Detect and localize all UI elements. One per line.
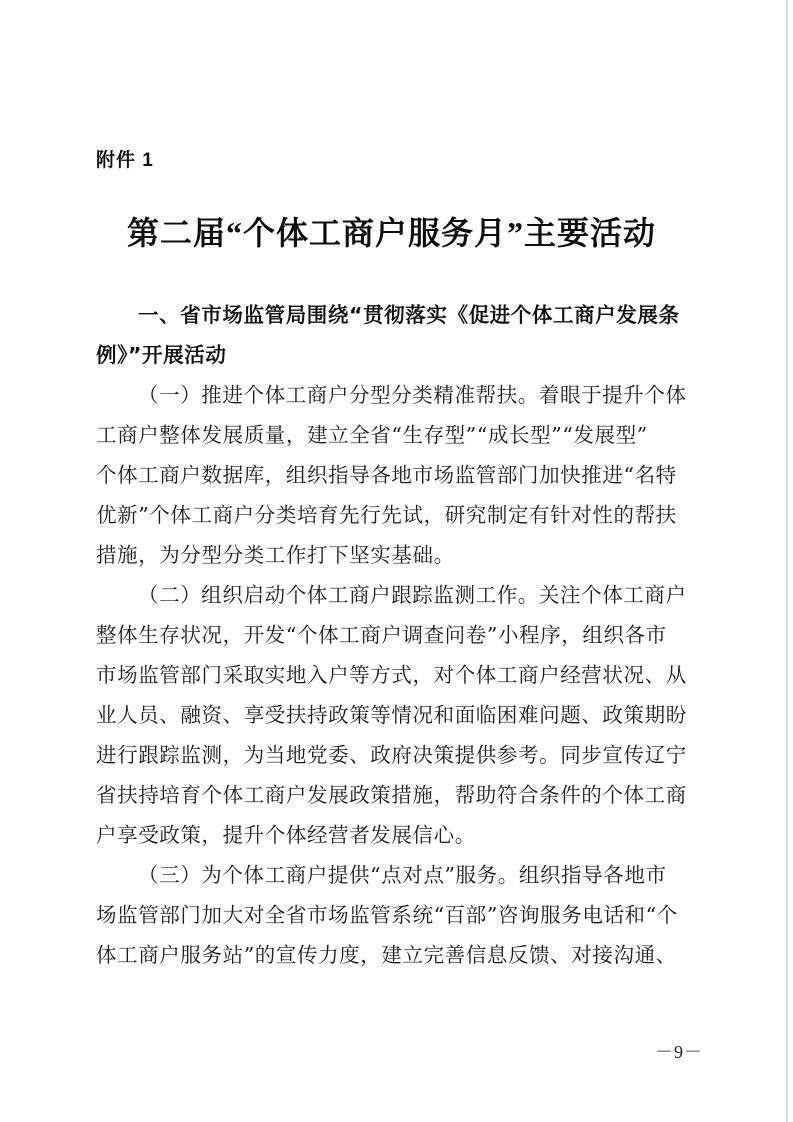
paragraph-line: （二）组织启动个体工商户跟踪监测工作。关注个体工商户 xyxy=(138,583,687,607)
paragraph-line: 体工商户服务站”的宣传力度，建立完善信息反馈、对接沟通、 xyxy=(96,943,677,967)
paragraph-line: （一）推进个体工商户分型分类精准帮扶。着眼于提升个体 xyxy=(138,383,687,407)
paragraph-line: 优新”个体工商户分类培育先行先试，研究制定有针对性的帮扶 xyxy=(96,503,677,527)
scan-edge-line xyxy=(786,0,788,1122)
document-title-text: 第二届“个体工商户服务月”主要活动 xyxy=(126,215,656,251)
paragraph-line: （三）为个体工商户提供“点对点”服务。组织指导各地市 xyxy=(138,863,667,887)
paragraph-line: 市场监管部门采取实地入户等方式，对个体工商户经营状况、从 xyxy=(96,663,687,687)
document-title xyxy=(0,208,793,254)
paragraph-line: 工商户整体发展质量，建立全省“生存型”“成长型”“发展型” xyxy=(96,423,648,447)
paragraph-line: 省扶持培育个体工商户发展政策措施，帮助符合条件的个体工商 xyxy=(96,783,687,807)
section-heading-line: 例》”开展活动 xyxy=(96,343,227,367)
paragraph-line: 户享受政策，提升个体经营者发展信心。 xyxy=(96,823,476,847)
document-body xyxy=(96,295,692,975)
page-number: －9－ xyxy=(655,1042,703,1062)
paragraph-line: 业人员、融资、享受扶持政策等情况和面临困难问题、政策期盼 xyxy=(96,703,687,727)
attachment-label: 附件 1 xyxy=(96,150,154,171)
paragraph-line: 措施，为分型分类工作打下坚实基础。 xyxy=(96,543,455,567)
paragraph-line: 场监管部门加大对全省市场监管系统“百部”咨询服务电话和“个 xyxy=(96,903,678,927)
paragraph-line: 整体生存状况，开发“个体工商户调查问卷”小程序，组织各市 xyxy=(96,623,667,647)
paragraph-line: 个体工商户数据库，组织指导各地市场监管部门加快推进“名特 xyxy=(96,463,677,487)
section-heading-line: 一、省市场监管局围绕“贯彻落实《促进个体工商户发展条 xyxy=(138,303,680,327)
paragraph-line: 进行跟踪监测，为当地党委、政府决策提供参考。同步宣传辽宁 xyxy=(96,743,687,767)
